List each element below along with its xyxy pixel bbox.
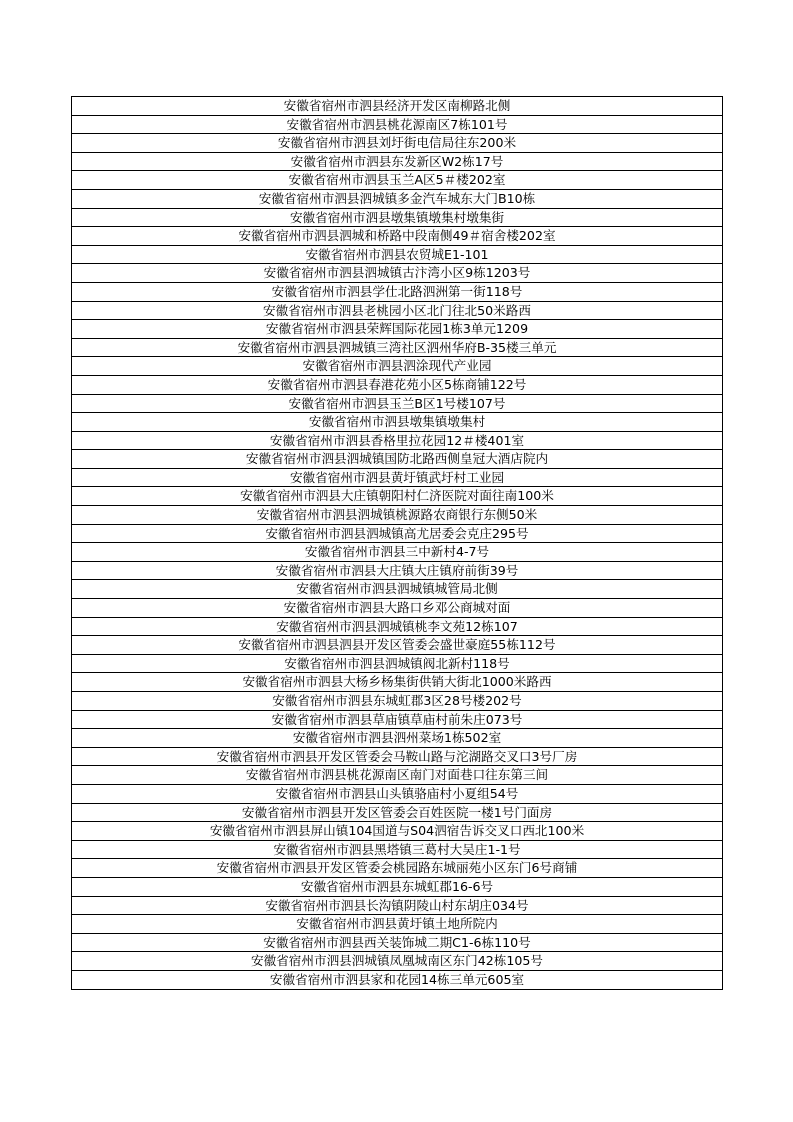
table-row	[72, 692, 723, 711]
address-cell: 安徽省宿州市泗县泗城镇高尤居委会克庄295号	[72, 524, 723, 543]
table-row	[72, 915, 723, 934]
address-cell: 安徽省宿州市泗县大庄镇朝阳村仁济医院对面往南100米	[72, 487, 723, 506]
address-cell: 安徽省宿州市泗县经济开发区南柳路北侧	[72, 97, 723, 116]
table-row	[72, 784, 723, 803]
table-row	[72, 747, 723, 766]
address-cell: 安徽省宿州市泗县开发区管委会马鞍山路与沱湖路交叉口3号厂房	[72, 747, 723, 766]
address-cell: 安徽省宿州市泗县泗城镇城管局北侧	[72, 580, 723, 599]
address-cell: 安徽省宿州市泗县泗城镇桃李文苑12栋107	[72, 617, 723, 636]
address-cell: 安徽省宿州市泗县山头镇骆庙村小夏组54号	[72, 784, 723, 803]
address-cell: 安徽省宿州市泗县东城虹郡3区28号楼202号	[72, 692, 723, 711]
address-cell: 安徽省宿州市泗县春港花苑小区5栋商铺122号	[72, 375, 723, 394]
address-cell: 安徽省宿州市泗县玉兰A区5＃楼202室	[72, 171, 723, 190]
address-cell: 安徽省宿州市泗县刘圩街电信局往东200米	[72, 134, 723, 153]
address-cell: 安徽省宿州市泗县大杨乡杨集街供销大街北1000米路西	[72, 673, 723, 692]
table-row	[72, 115, 723, 134]
address-cell: 安徽省宿州市泗县农贸城E1-101	[72, 245, 723, 264]
table-row	[72, 636, 723, 655]
table-row	[72, 171, 723, 190]
table-row	[72, 282, 723, 301]
address-cell: 安徽省宿州市泗县泗涂现代产业园	[72, 357, 723, 376]
table-row	[72, 617, 723, 636]
table-row	[72, 320, 723, 339]
address-cell: 安徽省宿州市泗县东发新区W2栋17号	[72, 152, 723, 171]
address-cell: 安徽省宿州市泗县屏山镇104国道与S04泗宿告诉交叉口西北100米	[72, 822, 723, 841]
table-row	[72, 710, 723, 729]
address-cell: 安徽省宿州市泗县黄圩镇土地所院内	[72, 915, 723, 934]
table-row	[72, 431, 723, 450]
address-cell: 安徽省宿州市泗县三中新村4-7号	[72, 543, 723, 562]
address-cell: 安徽省宿州市泗县黑塔镇三葛村大吴庄1-1号	[72, 840, 723, 859]
table-row	[72, 524, 723, 543]
address-cell: 安徽省宿州市泗县老桃园小区北门往北50米路西	[72, 301, 723, 320]
address-cell: 安徽省宿州市泗县泗城镇桃源路农商银行东侧50米	[72, 506, 723, 525]
table-row	[72, 952, 723, 971]
table-row	[72, 413, 723, 432]
address-cell: 安徽省宿州市泗县黄圩镇武圩村工业园	[72, 468, 723, 487]
table-row	[72, 822, 723, 841]
table-row	[72, 245, 723, 264]
table-row	[72, 933, 723, 952]
table-row	[72, 859, 723, 878]
table-row	[72, 766, 723, 785]
address-cell: 安徽省宿州市泗县学仕北路泗洲第一街118号	[72, 282, 723, 301]
table-row	[72, 729, 723, 748]
address-cell: 安徽省宿州市泗县草庙镇草庙村前朱庄073号	[72, 710, 723, 729]
table-row	[72, 580, 723, 599]
address-cell: 安徽省宿州市泗县东城虹郡16-6号	[72, 877, 723, 896]
address-cell: 安徽省宿州市泗县泗州菜场1栋502室	[72, 729, 723, 748]
document-page	[71, 96, 723, 990]
table-row	[72, 543, 723, 562]
address-cell: 安徽省宿州市泗县玉兰B区1号楼107号	[72, 394, 723, 413]
address-cell: 安徽省宿州市泗县泗城镇国防北路西侧皇冠大酒店院内	[72, 450, 723, 469]
table-row	[72, 134, 723, 153]
table-row	[72, 877, 723, 896]
address-cell: 安徽省宿州市泗县开发区管委会桃园路东城丽苑小区东门6号商铺	[72, 859, 723, 878]
table-row	[72, 654, 723, 673]
address-cell: 安徽省宿州市泗县大路口乡邓公商城对面	[72, 599, 723, 618]
table-row	[72, 561, 723, 580]
address-cell: 安徽省宿州市泗县墩集镇墩集村墩集街	[72, 208, 723, 227]
address-cell: 安徽省宿州市泗县桃花源南区南门对面巷口往东第三间	[72, 766, 723, 785]
table-row	[72, 301, 723, 320]
table-row	[72, 487, 723, 506]
table-row	[72, 97, 723, 116]
address-cell: 安徽省宿州市泗县桃花源南区7栋101号	[72, 115, 723, 134]
address-cell: 安徽省宿州市泗县泗城和桥路中段南侧49＃宿舍楼202室	[72, 227, 723, 246]
table-row	[72, 152, 723, 171]
table-row	[72, 208, 723, 227]
table-row	[72, 673, 723, 692]
address-cell: 安徽省宿州市泗县长沟镇阴陵山村东胡庄034号	[72, 896, 723, 915]
table-row	[72, 338, 723, 357]
address-cell: 安徽省宿州市泗县开发区管委会百姓医院一楼1号门面房	[72, 803, 723, 822]
address-cell: 安徽省宿州市泗县大庄镇大庄镇府前街39号	[72, 561, 723, 580]
address-cell: 安徽省宿州市泗县香格里拉花园12＃楼401室	[72, 431, 723, 450]
table-row	[72, 840, 723, 859]
table-row	[72, 227, 723, 246]
address-cell: 安徽省宿州市泗县泗城镇阀北新村118号	[72, 654, 723, 673]
address-cell: 安徽省宿州市泗县墩集镇墩集村	[72, 413, 723, 432]
table-row	[72, 468, 723, 487]
address-cell: 安徽省宿州市泗县泗城镇三湾社区泗州华府B-35楼三单元	[72, 338, 723, 357]
table-row	[72, 506, 723, 525]
address-cell: 安徽省宿州市泗县西关装饰城二期C1-6栋110号	[72, 933, 723, 952]
address-cell: 安徽省宿州市泗县家和花园14栋三单元605室	[72, 970, 723, 989]
table-row	[72, 357, 723, 376]
address-cell: 安徽省宿州市泗县泗城镇凤凰城南区东门42栋105号	[72, 952, 723, 971]
address-cell: 安徽省宿州市泗县荣辉国际花园1栋3单元1209	[72, 320, 723, 339]
address-table	[71, 96, 723, 990]
address-cell: 安徽省宿州市泗县泗城镇多金汽车城东大门B10栋	[72, 189, 723, 208]
table-row	[72, 375, 723, 394]
table-row	[72, 970, 723, 989]
table-row	[72, 599, 723, 618]
address-table-body	[72, 97, 723, 990]
table-row	[72, 450, 723, 469]
table-row	[72, 394, 723, 413]
table-row	[72, 803, 723, 822]
address-cell: 安徽省宿州市泗县泗县开发区管委会盛世豪庭55栋112号	[72, 636, 723, 655]
table-row	[72, 264, 723, 283]
table-row	[72, 189, 723, 208]
address-cell: 安徽省宿州市泗县泗城镇古汴湾小区9栋1203号	[72, 264, 723, 283]
table-row	[72, 896, 723, 915]
